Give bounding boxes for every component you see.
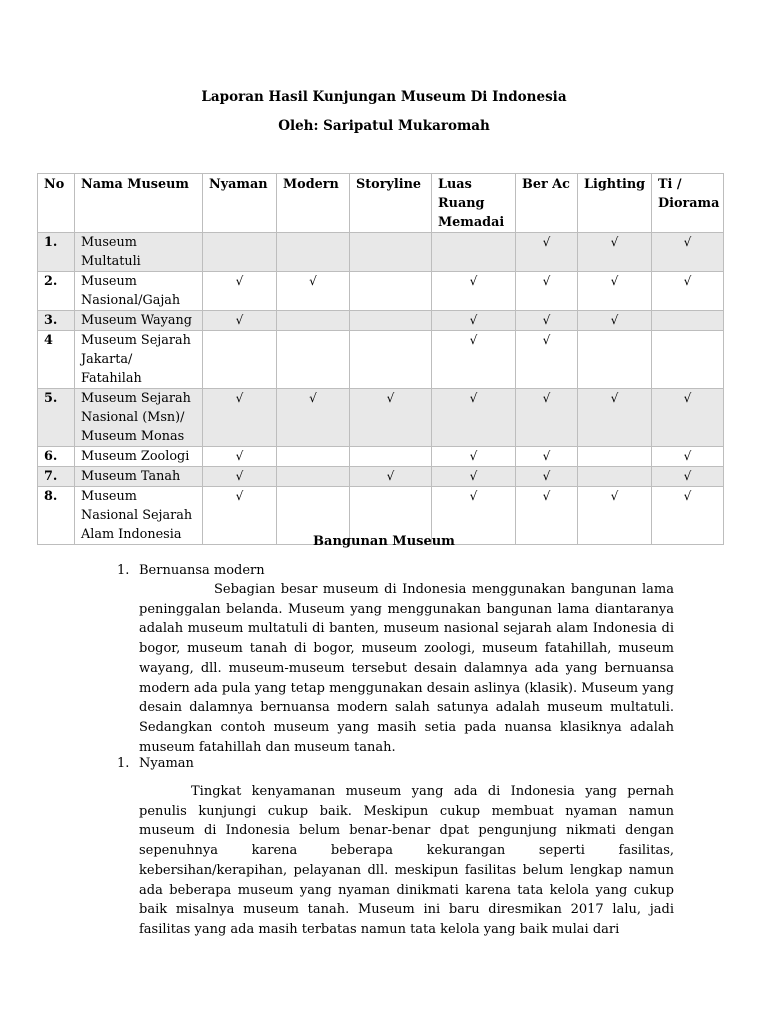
museum-name: Museum Nasional Sejarah Alam Indonesia bbox=[75, 487, 203, 545]
empty-cell bbox=[203, 331, 277, 389]
empty-cell bbox=[652, 311, 724, 331]
museum-name: Museum Tanah bbox=[75, 467, 203, 487]
row-number: 4 bbox=[38, 331, 75, 389]
museum-name: Museum Zoologi bbox=[75, 447, 203, 467]
check-mark: √ bbox=[203, 487, 277, 545]
check-mark: √ bbox=[578, 487, 652, 545]
check-mark: √ bbox=[277, 272, 350, 311]
check-mark: √ bbox=[516, 487, 578, 545]
table-row bbox=[38, 389, 724, 447]
museum-name: Museum Nasional/Gajah bbox=[75, 272, 203, 311]
header-nyaman: Nyaman bbox=[203, 174, 277, 233]
check-mark: √ bbox=[516, 447, 578, 467]
row-number: 5. bbox=[38, 389, 75, 447]
row-number: 6. bbox=[38, 447, 75, 467]
check-mark: √ bbox=[652, 447, 724, 467]
table-row bbox=[38, 447, 724, 467]
check-mark: √ bbox=[652, 389, 724, 447]
museum-name: Museum Sejarah Jakarta/ Fatahilah bbox=[75, 331, 203, 389]
list-item-heading bbox=[117, 563, 265, 578]
row-number: 3. bbox=[38, 311, 75, 331]
table-header-row bbox=[38, 174, 724, 233]
check-mark: √ bbox=[516, 389, 578, 447]
empty-cell bbox=[350, 447, 432, 467]
table-row bbox=[38, 233, 724, 272]
header-diorama: Ti / Diorama bbox=[652, 174, 724, 233]
check-mark: √ bbox=[516, 233, 578, 272]
check-mark: √ bbox=[277, 389, 350, 447]
paragraph-bernuansa-modern bbox=[139, 580, 674, 757]
empty-cell bbox=[578, 447, 652, 467]
paragraph-nyaman bbox=[139, 782, 674, 940]
header-no: No bbox=[38, 174, 75, 233]
check-mark: √ bbox=[578, 311, 652, 331]
check-mark: √ bbox=[652, 272, 724, 311]
museum-table bbox=[37, 173, 724, 545]
row-number: 8. bbox=[38, 487, 75, 545]
museum-name: Museum Sejarah Nasional (Msn)/ Museum Monas bbox=[75, 389, 203, 447]
check-mark: √ bbox=[516, 311, 578, 331]
table-row bbox=[38, 272, 724, 311]
check-mark: √ bbox=[652, 487, 724, 545]
check-mark: √ bbox=[350, 467, 432, 487]
check-mark: √ bbox=[432, 331, 516, 389]
empty-cell bbox=[578, 467, 652, 487]
check-mark: √ bbox=[432, 447, 516, 467]
header-nama-museum: Nama Museum bbox=[75, 174, 203, 233]
check-mark: √ bbox=[432, 311, 516, 331]
check-mark: √ bbox=[432, 467, 516, 487]
empty-cell bbox=[277, 331, 350, 389]
empty-cell bbox=[578, 331, 652, 389]
empty-cell bbox=[277, 233, 350, 272]
check-mark: √ bbox=[203, 447, 277, 467]
paragraph-text: Sebagian besar museum di Indonesia menggunakan bangunan lama peninggalan belanda. Museum yang menggunakan bangunan lama diantaranya adalah museum multatuli di banten, museum nasional sejarah alam Indonesia di bogor, museum tanah di bogor, museum zoologi, museum fatahillah, museum wayang, dll. museum-museum tersebut desain dalamnya ada yang bernuansa modern ada pula yang tetap menggunakan desain aslinya (klasik). Museum yang desain dalamnya bernuansa modern salah satunya adalah museum multatuli. Sedangkan contoh museum yang masih setia pada nuansa klasiknya adalah museum fatahillah dan museum tanah. bbox=[139, 582, 674, 755]
list-heading: Nyaman bbox=[139, 756, 194, 771]
check-mark: √ bbox=[203, 272, 277, 311]
table-row bbox=[38, 311, 724, 331]
empty-cell bbox=[277, 311, 350, 331]
empty-cell bbox=[432, 233, 516, 272]
header-lighting: Lighting bbox=[578, 174, 652, 233]
document-author: Oleh: Saripatul Mukaromah bbox=[278, 118, 490, 134]
row-number: 1. bbox=[38, 233, 75, 272]
empty-cell bbox=[350, 311, 432, 331]
document-title: Laporan Hasil Kunjungan Museum Di Indonesia bbox=[201, 89, 567, 105]
check-mark: √ bbox=[516, 331, 578, 389]
check-mark: √ bbox=[652, 467, 724, 487]
check-mark: √ bbox=[203, 311, 277, 331]
row-number: 2. bbox=[38, 272, 75, 311]
table-row bbox=[38, 331, 724, 389]
check-mark: √ bbox=[516, 272, 578, 311]
section-title: Bangunan Museum bbox=[313, 534, 455, 549]
empty-cell bbox=[350, 233, 432, 272]
check-mark: √ bbox=[432, 389, 516, 447]
header-ber-ac: Ber Ac bbox=[516, 174, 578, 233]
header-modern: Modern bbox=[277, 174, 350, 233]
check-mark: √ bbox=[516, 467, 578, 487]
check-mark: √ bbox=[203, 389, 277, 447]
check-mark: √ bbox=[578, 233, 652, 272]
list-number: 1. bbox=[117, 756, 130, 771]
list-number: 1. bbox=[117, 563, 130, 578]
empty-cell bbox=[203, 233, 277, 272]
table-row bbox=[38, 467, 724, 487]
header-luas-ruang: Luas Ruang Memadai bbox=[432, 174, 516, 233]
paragraph-text: Tingkat kenyamanan museum yang ada di Indonesia yang pernah penulis kunjungi cukup baik. Meskipun cukup membuat nyaman namun museum di Indonesia belum benar-benar dpat pengunjung nikmati dengan sepenuhnya karena beberapa kekurangan seperti fasilitas, kebersihan/kerapihan, pelayanan dll. meskipun fasilitas belum lengkap namun ada beberapa museum yang nyaman dinikmati karena tata kelola yang cukup baik misalnya museum tanah. Museum ini baru diresmikan 2017 lalu, jadi fasilitas yang ada masih terbatas namun tata kelola yang baik mulai dari bbox=[139, 784, 674, 937]
check-mark: √ bbox=[578, 272, 652, 311]
museum-name: Museum Multatuli bbox=[75, 233, 203, 272]
check-mark: √ bbox=[578, 389, 652, 447]
list-item-heading bbox=[117, 756, 194, 771]
empty-cell bbox=[652, 331, 724, 389]
row-number: 7. bbox=[38, 467, 75, 487]
check-mark: √ bbox=[432, 272, 516, 311]
check-mark: √ bbox=[203, 467, 277, 487]
empty-cell bbox=[350, 272, 432, 311]
header-storyline: Storyline bbox=[350, 174, 432, 233]
list-heading: Bernuansa modern bbox=[139, 563, 265, 578]
empty-cell bbox=[277, 447, 350, 467]
museum-name: Museum Wayang bbox=[75, 311, 203, 331]
empty-cell bbox=[350, 331, 432, 389]
check-mark: √ bbox=[432, 487, 516, 545]
empty-cell bbox=[277, 467, 350, 487]
check-mark: √ bbox=[350, 389, 432, 447]
check-mark: √ bbox=[652, 233, 724, 272]
